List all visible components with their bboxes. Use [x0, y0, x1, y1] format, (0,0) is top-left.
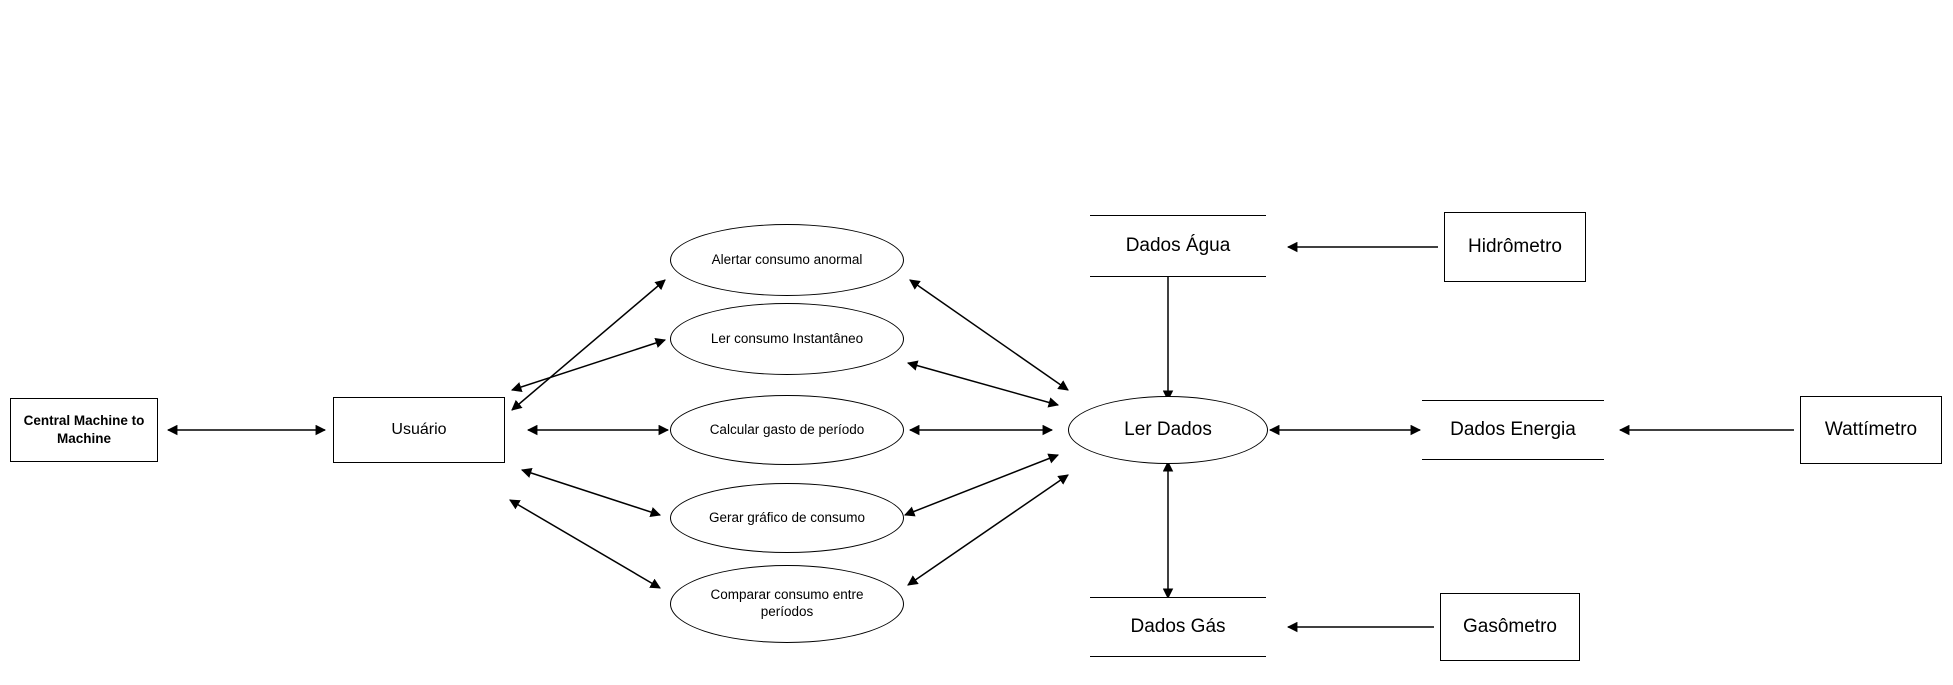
node-dados-agua[interactable] [1090, 215, 1266, 277]
node-label: Alertar consumo anormal [711, 251, 863, 267]
node-calcular-gasto-de-periodo[interactable] [670, 395, 904, 465]
node-hidrometro[interactable] [1444, 212, 1586, 282]
node-comparar-consumo-entre-periodos[interactable] [670, 565, 904, 643]
node-usuario[interactable] [333, 397, 505, 463]
node-label: Dados Energia [1450, 419, 1576, 441]
node-label: Usuário [391, 421, 447, 438]
node-dados-gas[interactable] [1090, 597, 1266, 657]
node-label: Calcular gasto de período [709, 421, 865, 437]
node-label: Wattímetro [1824, 419, 1918, 441]
node-label: Ler consumo Instantâneo [710, 330, 864, 346]
node-gerar-grafico-de-consumo[interactable] [670, 483, 904, 553]
node-label: Comparar consumo entre períodos [710, 587, 864, 619]
node-label: Dados Água [1125, 235, 1231, 257]
node-dados-energia[interactable] [1422, 400, 1604, 460]
node-central-machine-to-machine[interactable] [10, 398, 158, 462]
node-ler-dados[interactable] [1068, 396, 1268, 464]
node-label: Gerar gráfico de consumo [708, 509, 866, 525]
node-wattimetro[interactable] [1800, 396, 1942, 464]
node-gasometro[interactable] [1440, 593, 1580, 661]
node-label: Hidrômetro [1468, 236, 1562, 258]
node-alertar-consumo-anormal[interactable] [670, 224, 904, 296]
node-label: Dados Gás [1130, 616, 1226, 638]
node-ler-consumo-instantaneo[interactable] [670, 303, 904, 375]
node-label: Central Machine to Machine [23, 413, 145, 446]
node-label: Gasômetro [1463, 616, 1557, 638]
node-label: Ler Dados [1124, 419, 1212, 441]
